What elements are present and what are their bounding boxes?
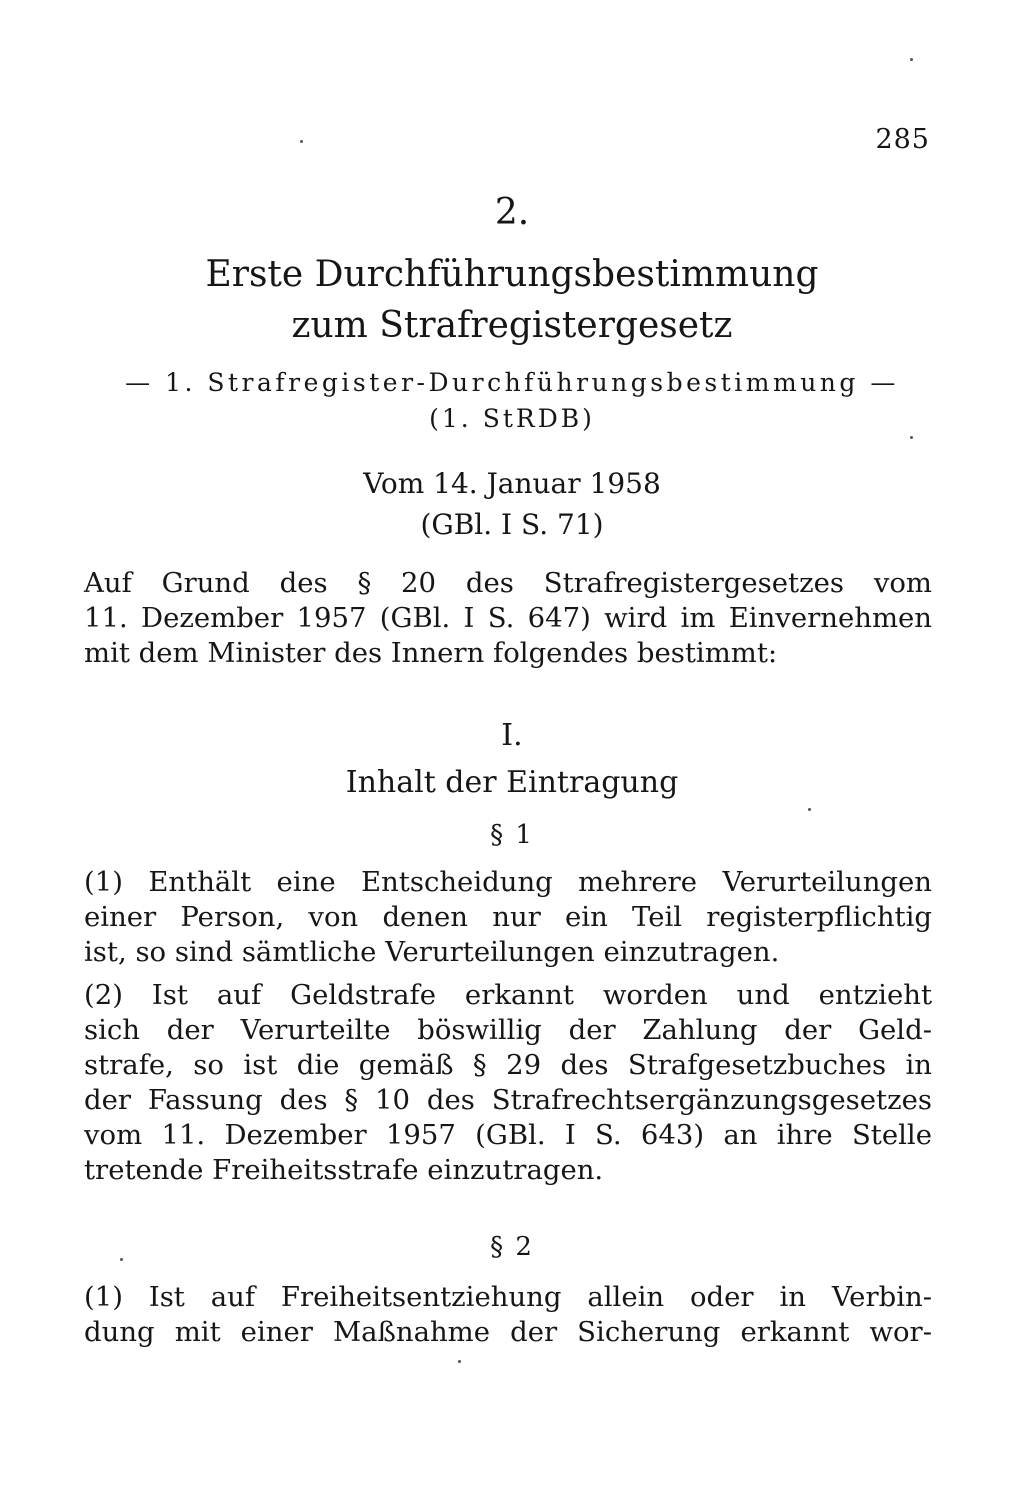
text-line: (2) Ist auf Geldstrafe erkannt worden und entzieht [84,979,932,1011]
text-line: der Fassung des § 10 des Strafrechtsergänzungsgesetzes [84,1084,932,1116]
scan-speck [458,1360,461,1363]
clause [84,978,932,1188]
text-line: ist, so sind sämtliche Verurteilungen einzutragen. [84,936,780,968]
paragraph-label: § 2 [490,1232,534,1262]
text-line: Auf Grund des § 20 des Strafregistergesetzes vom [84,567,932,599]
text-line: (1) Enthält eine Entscheidung mehrere Verurteilungen [84,866,932,898]
section-number: I. [501,718,523,753]
text-line: (1) Ist auf Freiheitsentziehung allein oder in Verbin- [84,1281,932,1313]
clause [84,1280,932,1350]
scan-speck [808,808,811,811]
page-number: 285 [875,124,930,155]
scan-speck [120,1258,123,1261]
section-title: Inhalt der Eintragung [345,765,679,800]
preamble-paragraph [84,566,932,671]
document-abbreviation: (1. StRDB) [429,404,595,433]
text-line: dung mit einer Maßnahme der Sicherung erkannt wor- [84,1316,932,1348]
scan-speck [300,140,303,143]
document-short-title: — 1. Strafregister-Durchführungsbestimmung — [125,368,899,397]
text-line: 11. Dezember 1957 (GBl. I S. 647) wird im Einvernehmen [84,602,932,634]
text-line: sich der Verurteilte böswillig der Zahlung der Geld- [84,1014,932,1046]
clause [84,865,932,970]
scan-speck [910,58,913,61]
text-line: einer Person, von denen nur ein Teil registerpflichtig [84,901,932,933]
text-line: strafe, so ist die gemäß § 29 des Strafgesetzbuches in [84,1049,932,1081]
text-line: vom 11. Dezember 1957 (GBl. I S. 643) an ihre Stelle [84,1119,932,1151]
text-line: mit dem Minister des Innern folgendes bestimmt: [84,637,778,669]
scan-speck [910,436,913,439]
paragraph-label: § 1 [490,820,534,850]
document-title-line-1: Erste Durchführungsbestimmung [205,254,819,295]
document-number: 2. [494,192,530,233]
document-title-line-2: zum Strafregistergesetz [291,305,733,346]
document-date: Vom 14. Januar 1958 [363,467,661,500]
gazette-reference: (GBl. I S. 71) [420,508,604,541]
text-line: tretende Freiheitsstrafe einzutragen. [84,1154,604,1186]
